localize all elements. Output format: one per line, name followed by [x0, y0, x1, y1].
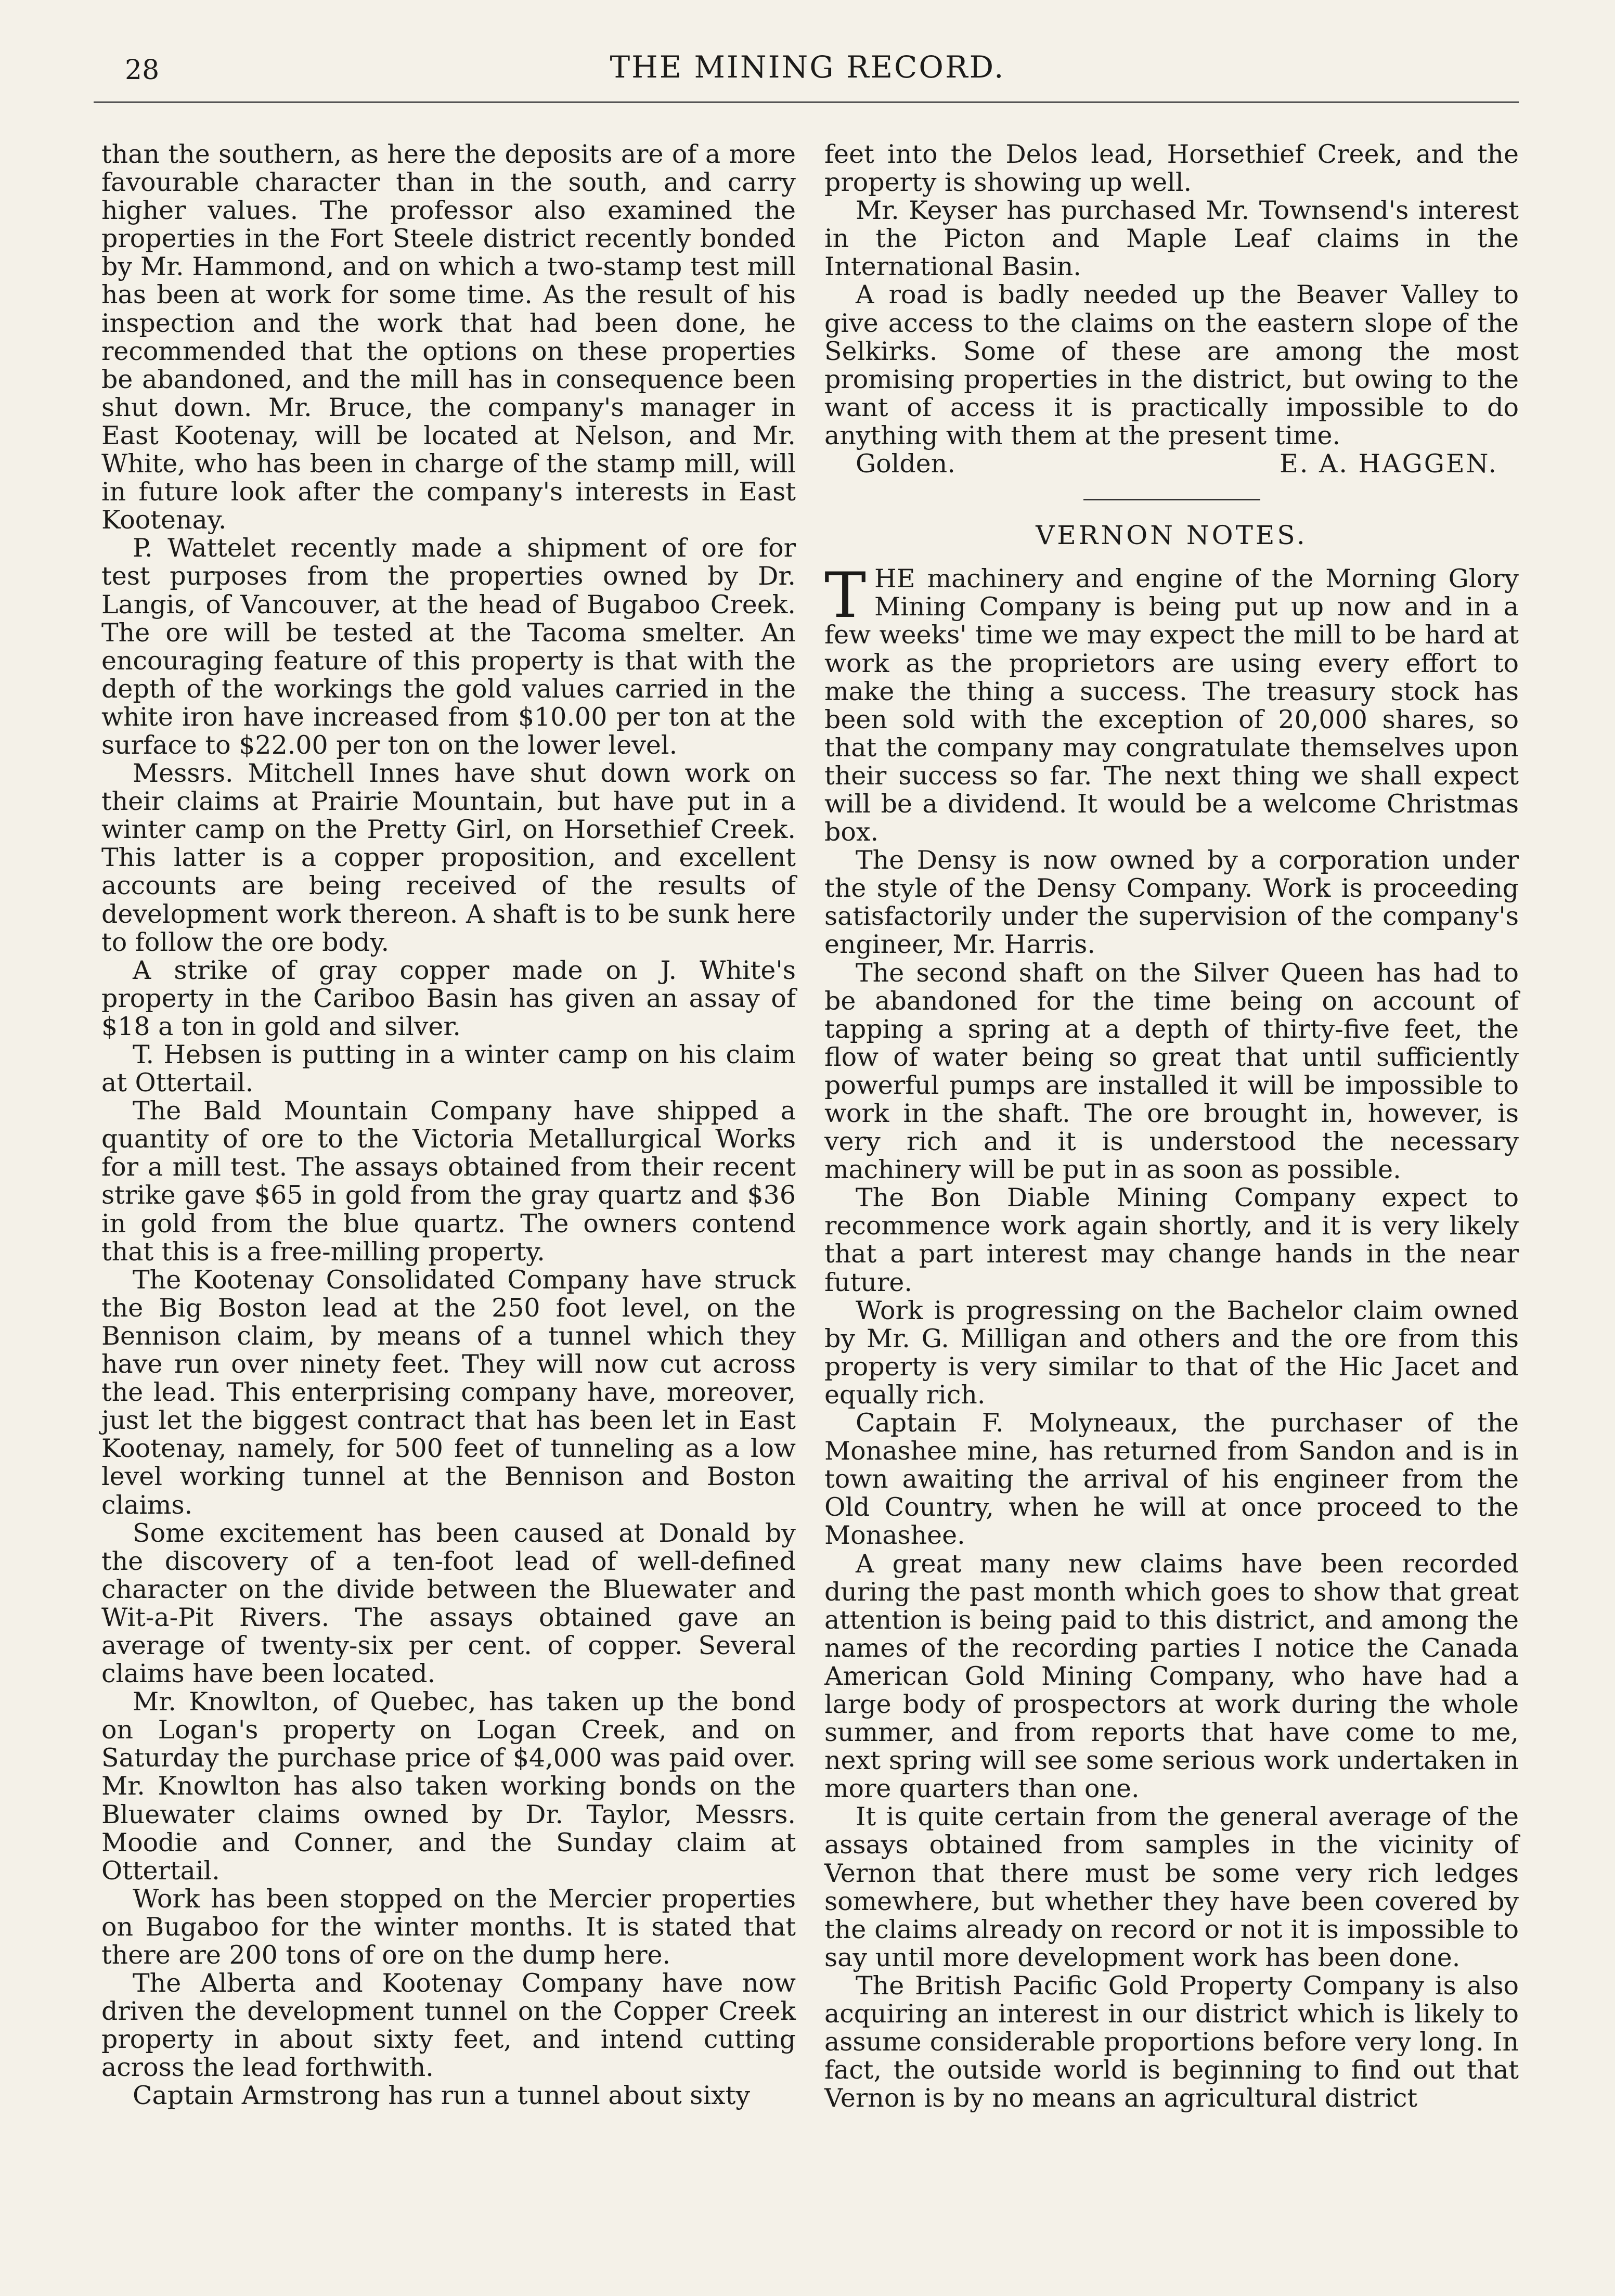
- paragraph: Work has been stopped on the Mercier properties on Bugaboo for the winter months. It is stated that there are 200 tons of ore on the dump here.: [101, 1884, 796, 1970]
- page-number: 28: [125, 55, 160, 86]
- right-column: [824, 140, 1519, 2112]
- paragraph: P. Wattelet recently made a shipment of ore for test purposes from the properties owned by Dr. Langis, of Vancouver, at the head of Bugaboo Creek. The ore will be tested at the Tacoma smelter. An encouraging feature of this property is that with the depth of the workings the gold values carried in the white iron have increased from $10.00 per ton at the surface to $22.00 per ton on the lower level.: [101, 533, 796, 760]
- paragraph: Some excitement has been caused at Donald by the discovery of a ten-foot lead of well-defined character on the divide between the Bluewater and Wit-a-Pit Rivers. The assays obtained gave an average of twenty-six per cent. of copper. Several claims have been located.: [101, 1518, 796, 1689]
- paragraph: The Densy is now owned by a corporation under the style of the Densy Company. Work is proceeding satisfactorily under the supervision of the company's engineer, Mr. Harris.: [824, 845, 1519, 960]
- signoff: [824, 450, 1519, 478]
- paragraph: It is quite certain from the general average of the assays obtained from samples in the vicinity of Vernon that there must be some very rich ledges somewhere, but whether they have been covered by the claims already on record or not it is impossible to say until more development work has been done.: [824, 1802, 1519, 1972]
- paragraph: The Bald Mountain Company have shipped a quantity of ore to the Victoria Metallurgical Works for a mill test. The assays obtained from their recent strike gave $65 in gold from the gray quartz and $36 in gold from the blue quartz. The owners contend that this is a free-milling property.: [101, 1096, 796, 1267]
- paragraph: T. Hebsen is putting in a winter camp on his claim at Ottertail.: [101, 1040, 796, 1098]
- left-column: [101, 140, 796, 2110]
- drop-cap: T: [824, 560, 867, 633]
- paragraph: A great many new claims have been recorded during the past month which goes to show that great attention is being paid to this district, and among the names of the recording parties I notice the Canada American Gold Mining Company, who have had a large body of prospectors at work during the whole summer, and from reports that have come to me, next spring will see some serious work undertaken in more quarters than one.: [824, 1549, 1519, 1804]
- signoff-author: E. A. HAGGEN.: [1280, 449, 1498, 479]
- paragraph: Mr. Keyser has purchased Mr. Townsend's interest in the Picton and Maple Leaf claims in the International Basin.: [824, 196, 1519, 282]
- paragraph: The British Pacific Gold Property Company is also acquiring an interest in our district which is likely to assume considerable proportions before very long. In fact, the outside world is beginning to find out that Vernon is by no means an agricultural district: [824, 1970, 1519, 2113]
- lead-paragraph: [824, 560, 1519, 847]
- paragraph: than the southern, as here the deposits are of a more favourable character than in the south, and carry higher values. The professor also examined the properties in the Fort Steele district recently bonded by Mr. Hammond, and on which a two-stamp test mill has been at work for some time. As the result of his inspection and the work that had been done, he recommended that the options on these properties be abandoned, and the mill has in consequence been shut down. Mr. Bruce, the company's manager in East Kootenay, will be located at Nelson, and Mr. White, who has been in charge of the stamp mill, will in future look after the company's interests in East Kootenay.: [101, 139, 796, 535]
- section-divider: [1083, 499, 1260, 500]
- paragraph: The Alberta and Kootenay Company have now driven the development tunnel on the Copper Creek property in about sixty feet, and intend cutting across the lead forthwith.: [101, 1968, 796, 2083]
- paragraph: Mr. Knowlton, of Quebec, has taken up the bond on Logan's property on Logan Creek, and on Saturday the purchase price of $4,000 was paid over. Mr. Knowlton has also taken working bonds on the Bluewater claims owned by Dr. Taylor, Messrs. Moodie and Conner, and the Sunday claim at Ottertail.: [101, 1687, 796, 1886]
- paragraph: Messrs. Mitchell Innes have shut down work on their claims at Prairie Mountain, but have put in a winter camp on the Pretty Girl, on Horsethief Creek. This latter is a copper proposition, and excellent accounts are being received of the results of development work thereon. A shaft is to be sunk here to follow the ore body.: [101, 758, 796, 957]
- section-title: VERNON NOTES.: [1036, 520, 1308, 551]
- header-rule: [94, 101, 1519, 103]
- paragraph: The Kootenay Consolidated Company have struck the Big Boston lead at the 250 foot level, on the Bennison claim, by means of a tunnel which they have run over ninety feet. They will now cut across the lead. This enterprising company have, moreover, just let the biggest contract that has been let in East Kootenay, namely, for 500 feet of tunneling as a low level working tunnel at the Bennison and Boston claims.: [101, 1265, 796, 1520]
- signoff-place: Golden.: [856, 449, 955, 479]
- running-head-title: THE MINING RECORD.: [610, 49, 1005, 85]
- paragraph: A road is badly needed up the Beaver Valley to give access to the claims on the eastern slope of the Selkirks. Some of these are among the most promising properties in the district, but owing to the want of access it is practically impossible to do anything with them at the present time.: [824, 280, 1519, 450]
- paragraph: feet into the Delos lead, Horsethief Creek, and the property is showing up well.: [824, 139, 1519, 198]
- paragraph: The second shaft on the Silver Queen has had to be abandoned for the time being on account of tapping a spring at a depth of thirty-five feet, the flow of water being so great that until sufficiently powerful pumps are installed it will be impossible to work in the shaft. The ore brought in, however, is very rich and it is understood the necessary machinery will be put in as soon as possible.: [824, 958, 1519, 1185]
- page-header: [0, 49, 1615, 96]
- paragraph: A strike of gray copper made on J. White's property in the Cariboo Basin has given an assay of $18 a ton in gold and silver.: [101, 955, 796, 1041]
- lead-paragraph-text: HE machinery and engine of the Morning Glory Mining Company is being put up now and in a few weeks' time we may expect the mill to be hard at work as the proprietors are using every effort to make the thing a success. The treasury stock has been sold with the exception of 20,000 shares, so that the company may congratulate themselves upon their success so far. The next thing we shall expect will be a dividend. It would be a welcome Christmas box.: [824, 564, 1519, 847]
- paragraph: Captain F. Molyneaux, the purchaser of the Monashee mine, has returned from Sandon and is in town awaiting the arrival of his engineer from the Old Country, when he will at once proceed to the Monashee.: [824, 1408, 1519, 1551]
- paragraph: Captain Armstrong has run a tunnel about sixty: [133, 2081, 751, 2111]
- paragraph: Work is progressing on the Bachelor claim owned by Mr. G. Milligan and others and the ore from this property is very similar to that of the Hic Jacet and equally rich.: [824, 1295, 1519, 1410]
- paragraph: The Bon Diable Mining Company expect to recommence work again shortly, and it is very likely that a part interest may change hands in the near future.: [824, 1183, 1519, 1297]
